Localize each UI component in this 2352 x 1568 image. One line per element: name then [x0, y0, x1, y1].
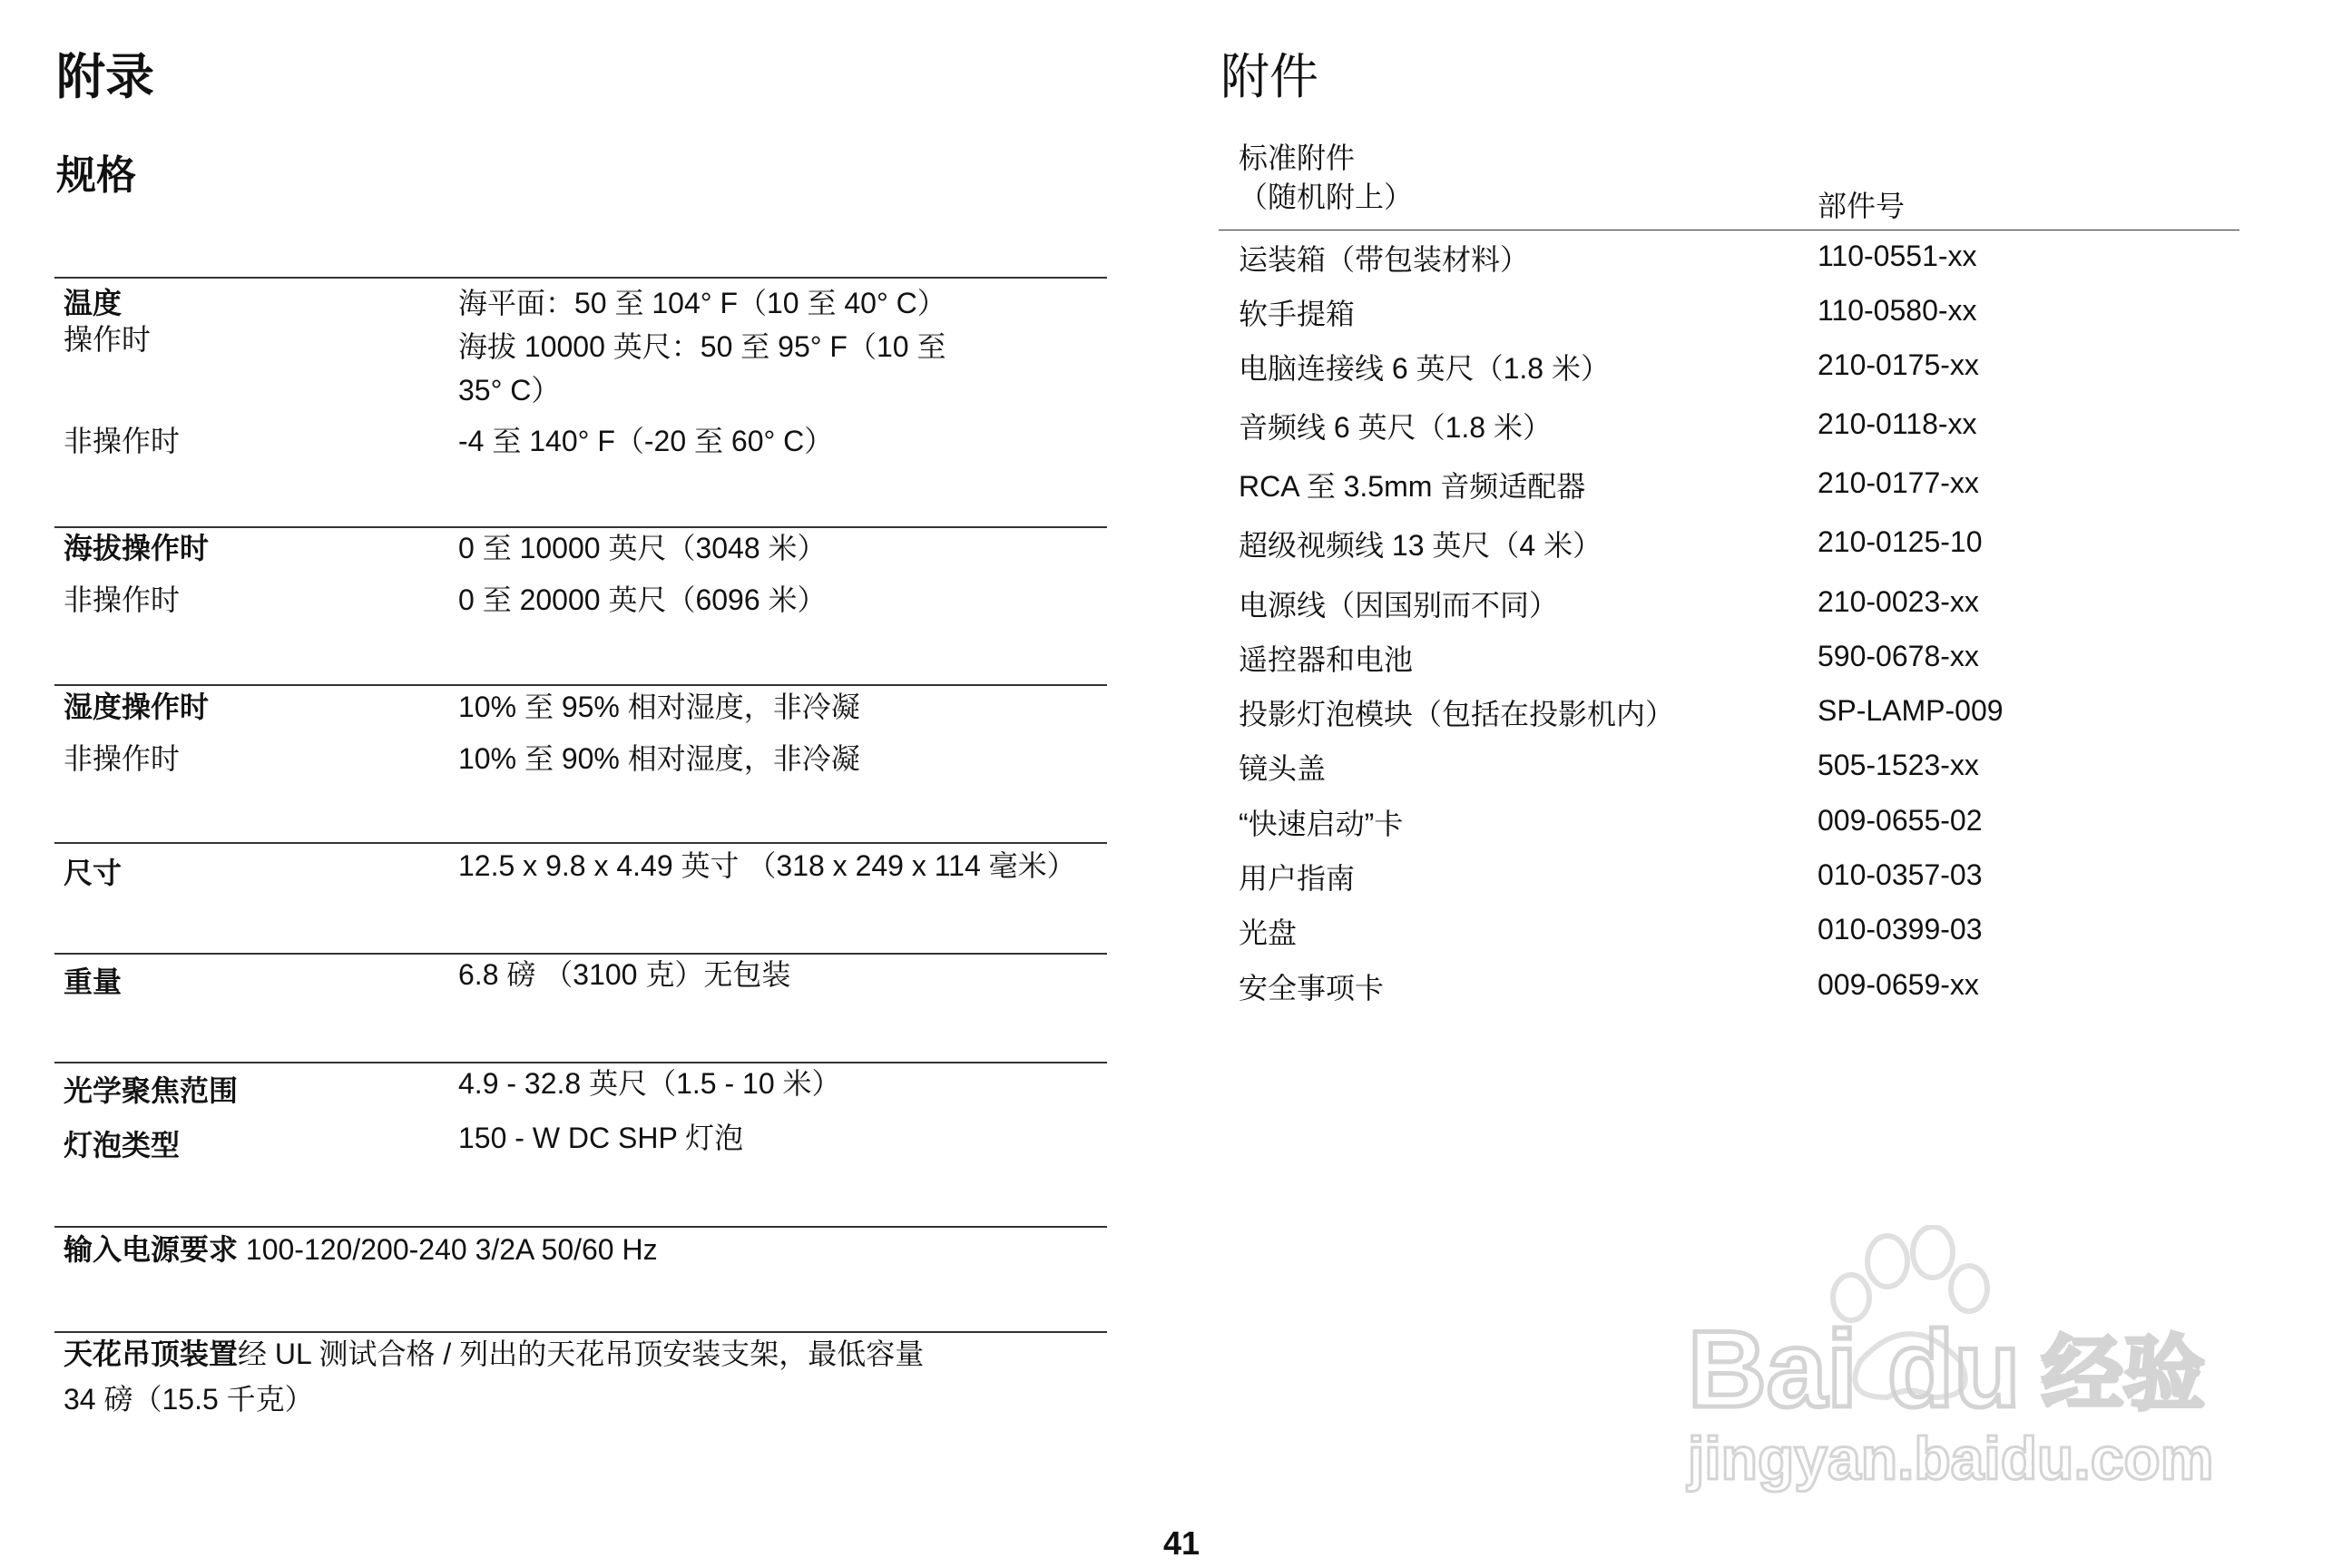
ceiling-value: 经 UL 测试合格 / 列出的天花吊顶安装支架，最低容量	[238, 1338, 925, 1370]
altitude-nonop-value: 0 至 20000 英尺（6096 米）	[458, 583, 827, 616]
accessory-name: 超级视频线 13 英尺（4 米）	[1239, 529, 1602, 562]
lamp-type-label: 灯泡类型	[64, 1129, 181, 1161]
humidity-nonop-value: 10% 至 90% 相对湿度，非冷凝	[458, 742, 860, 775]
size-label: 尺寸	[64, 857, 122, 889]
accessory-name: 光盘	[1239, 916, 1298, 949]
accessory-part-number: 110-0580-xx	[1818, 294, 1977, 327]
accessory-name: RCA 至 3.5mm 音频适配器	[1239, 470, 1586, 503]
temp-nonop-value: -4 至 140° F（-20 至 60° C）	[458, 425, 834, 457]
focus-range-label: 光学聚焦范围	[64, 1074, 239, 1107]
accessory-name: 软手提箱	[1239, 298, 1356, 330]
accessories-header-line-2: （随机附上）	[1239, 181, 1414, 213]
humidity-op-value: 10% 至 95% 相对湿度，非冷凝	[458, 691, 860, 723]
accessory-name: 音频线 6 英尺（1.8 米）	[1239, 411, 1552, 444]
accessory-part-number: 210-0175-xx	[1818, 348, 1979, 381]
accessory-part-number: 505-1523-xx	[1818, 749, 1979, 781]
specs-subtitle: 规格	[56, 153, 136, 198]
humidity-nonop-label: 非操作时	[64, 742, 181, 775]
ceiling-value-2: 34 磅（15.5 千克）	[64, 1383, 314, 1416]
altitude-op-value: 0 至 10000 英尺（3048 米）	[458, 532, 827, 564]
accessory-name: 遥控器和电池	[1239, 643, 1414, 676]
accessory-part-number: 210-0118-xx	[1818, 407, 1977, 440]
accessory-name: 投影灯泡模块（包括在投影机内）	[1239, 698, 1675, 730]
humidity-op-label: 湿度操作时	[64, 691, 210, 723]
accessory-name: 电脑连接线 6 英尺（1.8 米）	[1239, 352, 1610, 385]
weight-label: 重量	[64, 965, 122, 998]
altitude-nonop-label: 非操作时	[64, 583, 181, 616]
appendix-title: 附录	[56, 50, 154, 104]
power-value: 100-120/200-240 3/2A 50/60 Hz	[245, 1233, 658, 1266]
accessory-name: 电源线（因国别而不同）	[1239, 589, 1559, 622]
baidu-watermark-logo	[1661, 1225, 2250, 1497]
focus-range-value: 4.9 - 32.8 英尺（1.5 - 10 米）	[458, 1067, 841, 1100]
weight-value: 6.8 磅 （3100 克）无包装	[458, 958, 791, 991]
temp-op-value-2: 海拔 10000 英尺：50 至 95° F（10 至	[458, 330, 946, 363]
temp-label: 温度	[64, 287, 122, 319]
accessory-name: 用户指南	[1239, 862, 1356, 895]
accessory-part-number: 010-0399-03	[1818, 913, 1983, 946]
accessory-part-number: 210-0177-xx	[1818, 466, 1979, 499]
accessory-name: 镜头盖	[1239, 752, 1327, 785]
part-number-header: 部件号	[1818, 190, 1906, 222]
accessory-part-number: 210-0125-10	[1818, 525, 1983, 558]
altitude-op-label: 海拔操作时	[64, 532, 210, 564]
temp-op-value-3: 35° C）	[458, 374, 561, 407]
accessories-header-line-1: 标准附件	[1239, 142, 1356, 174]
svg-text:jingyan.baidu.com: jingyan.baidu.com	[1688, 1425, 2214, 1492]
svg-text:Bai: Bai	[1688, 1308, 1857, 1430]
power-label: 输入电源要求	[64, 1233, 239, 1266]
temp-op-label: 操作时	[64, 323, 152, 356]
ceiling-row	[64, 1332, 924, 1376]
accessory-part-number: SP-LAMP-009	[1818, 694, 2004, 727]
accessory-part-number: 009-0659-xx	[1818, 968, 1979, 1001]
temp-nonop-label: 非操作时	[64, 425, 181, 457]
power-row	[64, 1228, 658, 1271]
size-value: 12.5 x 9.8 x 4.49 英寸 （318 x 249 x 114 毫米）	[458, 849, 1076, 882]
temp-op-value: 海平面：50 至 104° F（10 至 40° C）	[458, 287, 946, 319]
accessory-part-number: 210-0023-xx	[1818, 585, 1979, 618]
page-number: 41	[1163, 1524, 1200, 1562]
svg-text:经验: 经验	[2042, 1327, 2205, 1422]
accessory-name: “快速启动”卡	[1239, 808, 1404, 840]
lamp-type-value: 150 - W DC SHP 灯泡	[458, 1122, 744, 1154]
accessory-part-number: 110-0551-xx	[1818, 240, 1977, 272]
divider	[54, 277, 1107, 279]
accessory-part-number: 009-0655-02	[1818, 804, 1983, 837]
accessory-part-number: 590-0678-xx	[1818, 640, 1979, 672]
accessory-name: 运装箱（带包装材料）	[1239, 243, 1530, 276]
accessory-name: 安全事项卡	[1239, 972, 1385, 1004]
accessories-title: 附件	[1220, 50, 1318, 104]
ceiling-label: 天花吊顶装置	[64, 1338, 239, 1370]
accessory-part-number: 010-0357-03	[1818, 858, 1983, 891]
svg-text:du: du	[1887, 1308, 2021, 1430]
